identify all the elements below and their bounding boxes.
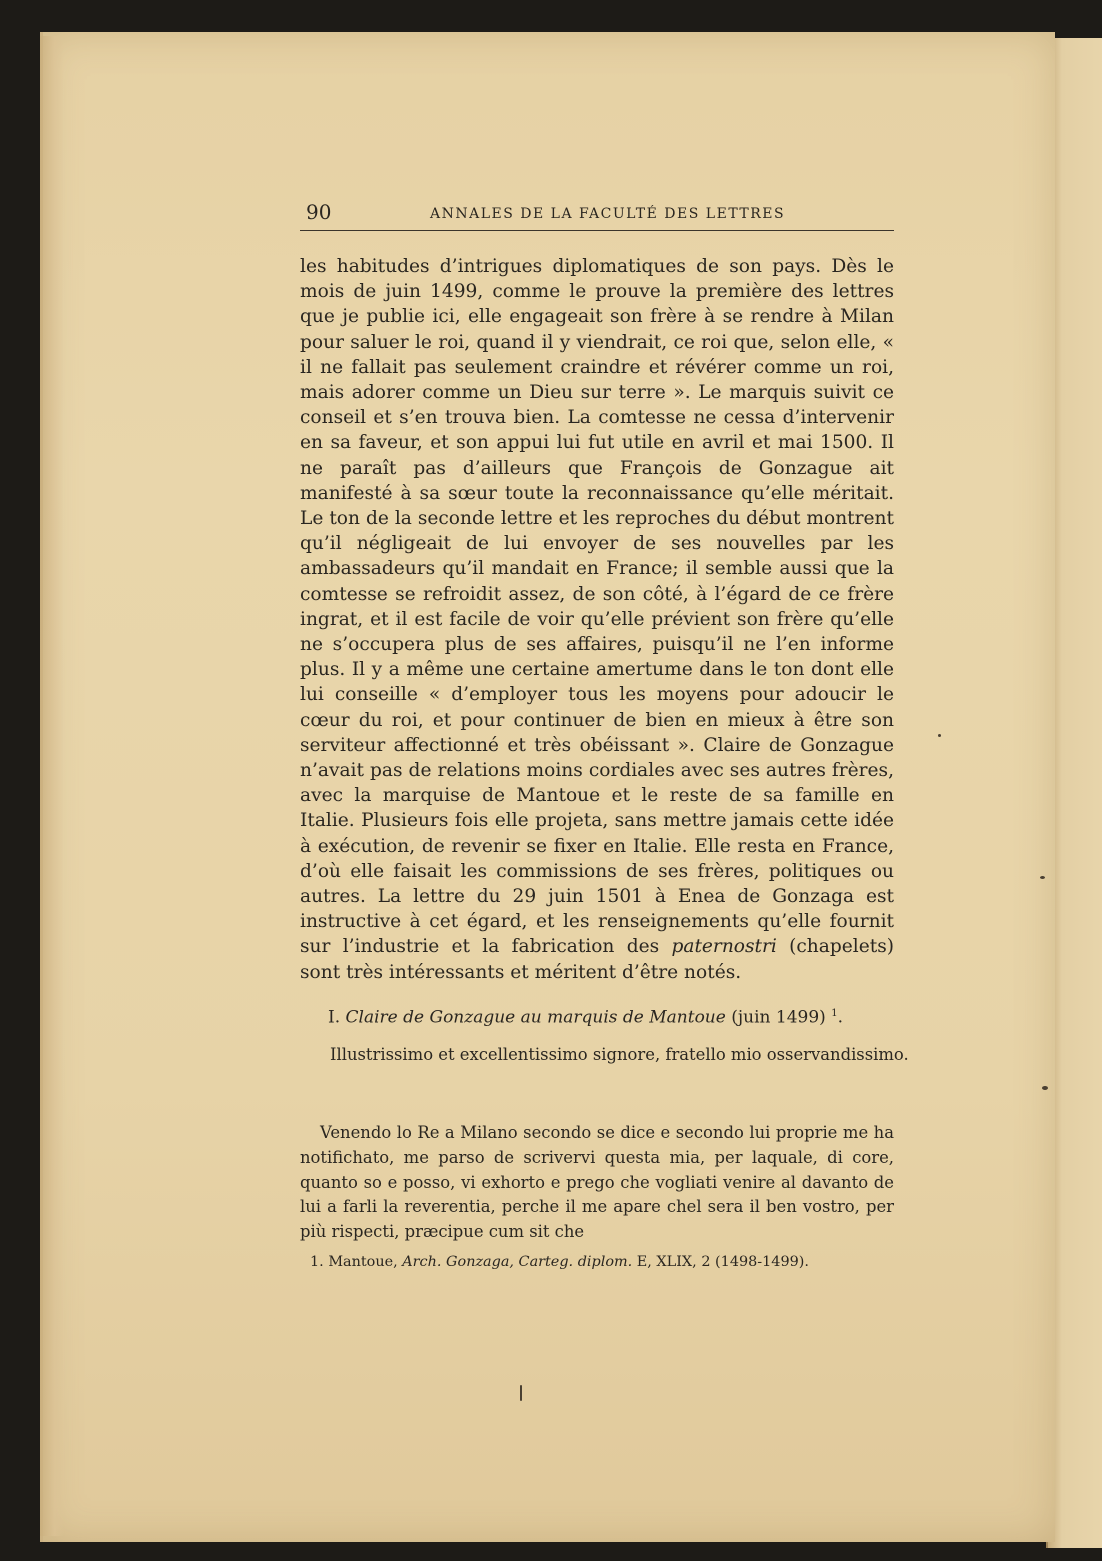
footnote-number: 1. — [310, 1254, 324, 1270]
footnote-place: Mantoue, — [328, 1254, 398, 1270]
document-date: (juin 1499) — [731, 1007, 826, 1028]
footnote-reference-text: E, XLIX, 2 (1498-1499). — [636, 1254, 809, 1270]
paper-speck — [1042, 1086, 1048, 1090]
page-gutter-shadow — [40, 36, 64, 1536]
running-head: ANNALES DE LA FACULTÉ DES LETTRES — [430, 206, 786, 222]
footnote-source: Arch. Gonzaga, Carteg. diplom. — [402, 1254, 633, 1270]
document-title: Claire de Gonzague au marquis de Mantoue — [345, 1007, 726, 1028]
page-number: 90 — [306, 200, 332, 224]
paper-speck — [520, 1385, 522, 1401]
italic-term: paternostri — [671, 936, 777, 958]
body-paragraph — [300, 254, 894, 985]
footnote-reference: 1 — [831, 1008, 838, 1019]
footnote — [310, 1252, 870, 1272]
document-number: I. — [328, 1007, 341, 1028]
letter-paragraph: Venendo lo Re a Milano secondo se dice e secondo lui proprie me ha notifichato, me parso de scrivervi questa mia, per laquale, di core, quanto so e posso, vi exhorto e prego che vogliati venire al davanto de lui a farli la reverentia, perche il me apare chel sera il ben vostro, per più rispecti, præcipue cum sit che — [300, 1123, 894, 1241]
body-text: les habitudes d’intrigues diplomatiques de son pays. Dès le mois de juin 1499, comme le prouve la première des lettres que je publie ici, elle engageait son frère à se rendre à Milan pour saluer le roi, quand il y viendrait, ce roi que, selon elle, « il ne fallait pas seulement craindre et révérer comme un roi, mais adorer comme un Dieu sur terre ». Le marquis suivit ce conseil et s’en trouva bien. La comtesse ne cessa d’intervenir en sa faveur, et son appui lui fut utile en avril et mai 1500. Il ne paraît pas d’ailleurs que François de Gonzague ait manifesté à sa sœur toute la reconnaissance qu’elle méritait. Le ton de la seconde lettre et les reproches du début montrent qu’il négligeait de lui envoyer de ses nouvelles par les ambassadeurs qu’il mandait en France; il semble aussi que la comtesse se refroidit assez, de son côté, à l’égard de ce frère ingrat, et il est facile de voir qu’elle prévient son frère qu’elle ne s’occupera plus de ses affaires, puisqu’il ne l’en informe plus. Il y a même une certaine amertume dans le ton dont elle lui conseille « d’employer tous les moyens pour adoucir le cœur du roi, et pour continuer de bien en mieux à être son serviteur affectionné et très obéissant ». Claire de Gonzague n’avait pas de relations moins cordiales avec ses autres frères, avec la marquise de Mantoue et le reste de sa famille en Italie. Plusieurs fois elle projeta, sans mettre jamais cette idée à exécution, de revenir se fixer en Italie. Elle resta en France, d’où elle faisait les commissions de ses frères, politiques ou autres. La lettre du 29 juin 1501 à Enea de Gonzaga est instructive à cet égard, et les renseignements qu’elle fournit sur l’industrie et la fabrication des — [300, 256, 894, 958]
body-text-end: (chapelets) sont très intéressants et méritent d’être notés. — [300, 936, 894, 983]
paper-speck — [938, 734, 941, 737]
paper-speck — [1040, 876, 1045, 879]
document-heading: I. Claire de Gonzague au marquis de Mantoue (juin 1499) $^1$. — [328, 1007, 843, 1028]
letter-salutation: Illustrissimo et excellentissimo signore, fratello mio osservandissimo. — [330, 1045, 909, 1064]
page-header — [300, 200, 894, 231]
